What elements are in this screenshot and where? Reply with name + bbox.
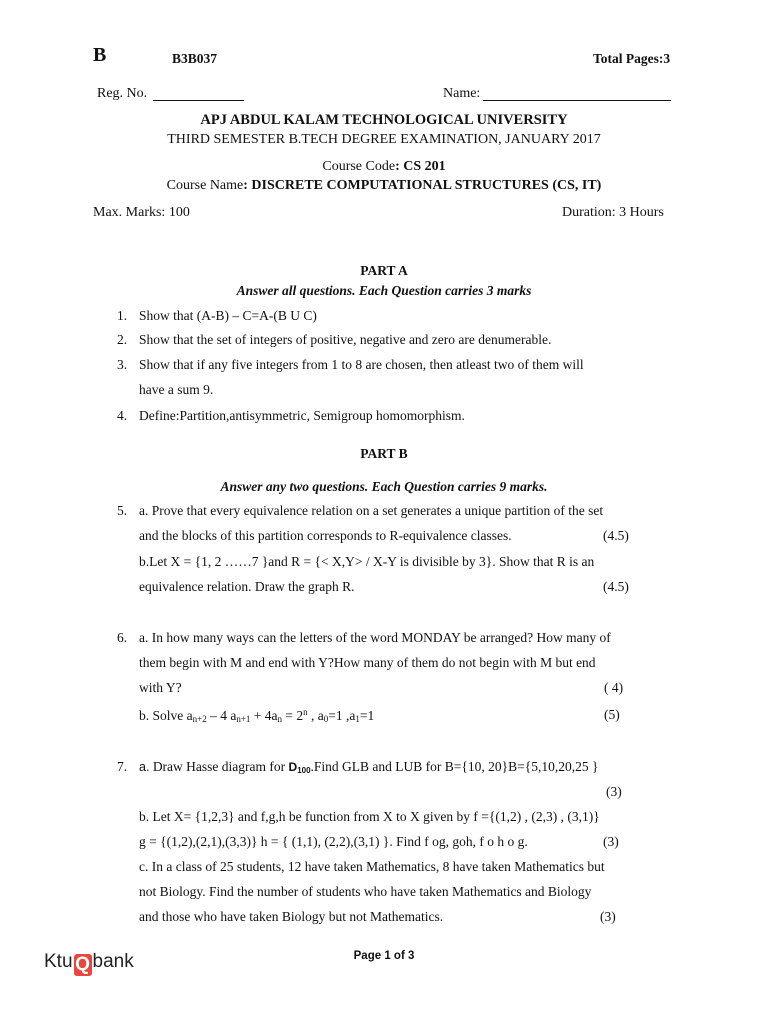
question-text: Show that if any five integers from 1 to 8 are chosen, then atleast two of them will	[139, 357, 584, 372]
question-number: 1.	[117, 308, 128, 323]
question-7b-line-1: b. Let X= {1,2,3} and f,g,h be function from X to X given by f ={(1,2) , (2,3) , (3,1)}	[139, 809, 600, 824]
question-5b-line-1: b.Let X = {1, 2 ……7 }and R = {< X,Y> / X-Y is divisible by 3}. Show that R is an	[139, 554, 595, 569]
university-name: APJ ABDUL KALAM TECHNOLOGICAL UNIVERSITY	[200, 112, 568, 128]
part-b-heading: PART B	[360, 446, 408, 461]
question-6a-line-2: them begin with M and end with Y?How many of them do not begin with M but end	[139, 655, 596, 670]
exam-title: THIRD SEMESTER B.TECH DEGREE EXAMINATION, JANUARY 2017	[167, 132, 601, 147]
question-7c-marks: (3)	[600, 909, 616, 924]
question-7a-marks: (3)	[606, 784, 622, 799]
ktuqbank-logo: Ktu Q bank	[44, 951, 134, 975]
question-text-continued: have a sum 9.	[139, 382, 214, 397]
question-7b-marks: (3)	[603, 834, 619, 849]
course-name-value: : DISCRETE COMPUTATIONAL STRUCTURES (CS, IT)	[243, 178, 602, 193]
question-number: 7.	[117, 759, 128, 774]
course-code	[0, 159, 768, 175]
part-a-heading: PART A	[360, 263, 408, 278]
page-number: Page 1 of 3	[353, 950, 415, 962]
question-text: Show that the set of integers of positive, negative and zero are denumerable.	[139, 332, 552, 347]
question-number: 3.	[117, 357, 128, 372]
course-code-value: : CS 201	[395, 159, 446, 174]
question-5b-marks: (4.5)	[603, 579, 629, 594]
question-7c-line-3: and those who have taken Biology but not Mathematics.	[139, 909, 444, 924]
part-a-instruction: Answer all questions. Each Question carries 3 marks	[236, 283, 532, 298]
question-6a-marks: ( 4)	[604, 680, 624, 695]
max-marks: Max. Marks: 100	[93, 205, 190, 220]
question-text: Define:Partition,antisymmetric, Semigroup homomorphism.	[139, 408, 465, 423]
name-field	[483, 86, 671, 101]
reg-no-label: Reg. No.	[97, 86, 148, 101]
question-7c-line-2: not Biology. Find the number of students who have taken Mathematics and Biology	[139, 884, 592, 899]
question-6a-line-3: with Y?	[139, 680, 182, 695]
part-b-instruction: Answer any two questions. Each Question carries 9 marks.	[220, 479, 548, 494]
question-number: 2.	[117, 332, 128, 347]
question-5b-line-2: equivalence relation. Draw the graph R.	[139, 579, 355, 594]
course-code-label: Course Code	[322, 159, 396, 174]
question-number: 5.	[117, 503, 128, 518]
reg-no-field	[153, 86, 244, 101]
duration: Duration: 3 Hours	[562, 205, 664, 220]
question-6a-line-1: a. In how many ways can the letters of the word MONDAY be arranged? How many of	[139, 630, 611, 645]
question-number: 6.	[117, 630, 128, 645]
course-name-label: Course Name	[166, 178, 244, 193]
question-7c-line-1: c. In a class of 25 students, 12 have taken Mathematics, 8 have taken Mathematics but	[139, 859, 605, 874]
question-number: 4.	[117, 408, 128, 423]
name-label: Name:	[443, 86, 481, 101]
question-5a-line-1: a. Prove that every equivalence relation on a set generates a unique partition of the set	[139, 503, 604, 518]
total-pages: Total Pages:3	[593, 51, 671, 66]
question-7a-line-1: a. Draw Hasse diagram for $D_{100}.Find$ GLB and LUB for B={10, 20}B={5,10,20,25 }	[139, 759, 599, 775]
course-name	[0, 178, 768, 194]
series-letter: B	[93, 44, 107, 66]
question-6b-marks: (5)	[604, 707, 620, 722]
question-text: Show that (A-B) – C=A-(B U C)	[139, 308, 317, 323]
question-5a-marks: (4.5)	[603, 528, 629, 543]
question-6b-recurrence: b. Solve $a_{n+2} - 4$ $a_{n+1} + 4a_n = 2^n$ , $a_0=1$ $,a_1=1$	[139, 707, 375, 724]
question-7b-line-2: g = {(1,2),(2,1),(3,3)} h = { (1,1), (2,2),(3,1) }. Find f og, goh, f o h o g.	[139, 834, 528, 849]
paper-code: B3B037	[172, 51, 218, 66]
question-5a-line-2: and the blocks of this partition corresponds to R-equivalence classes.	[139, 528, 512, 543]
